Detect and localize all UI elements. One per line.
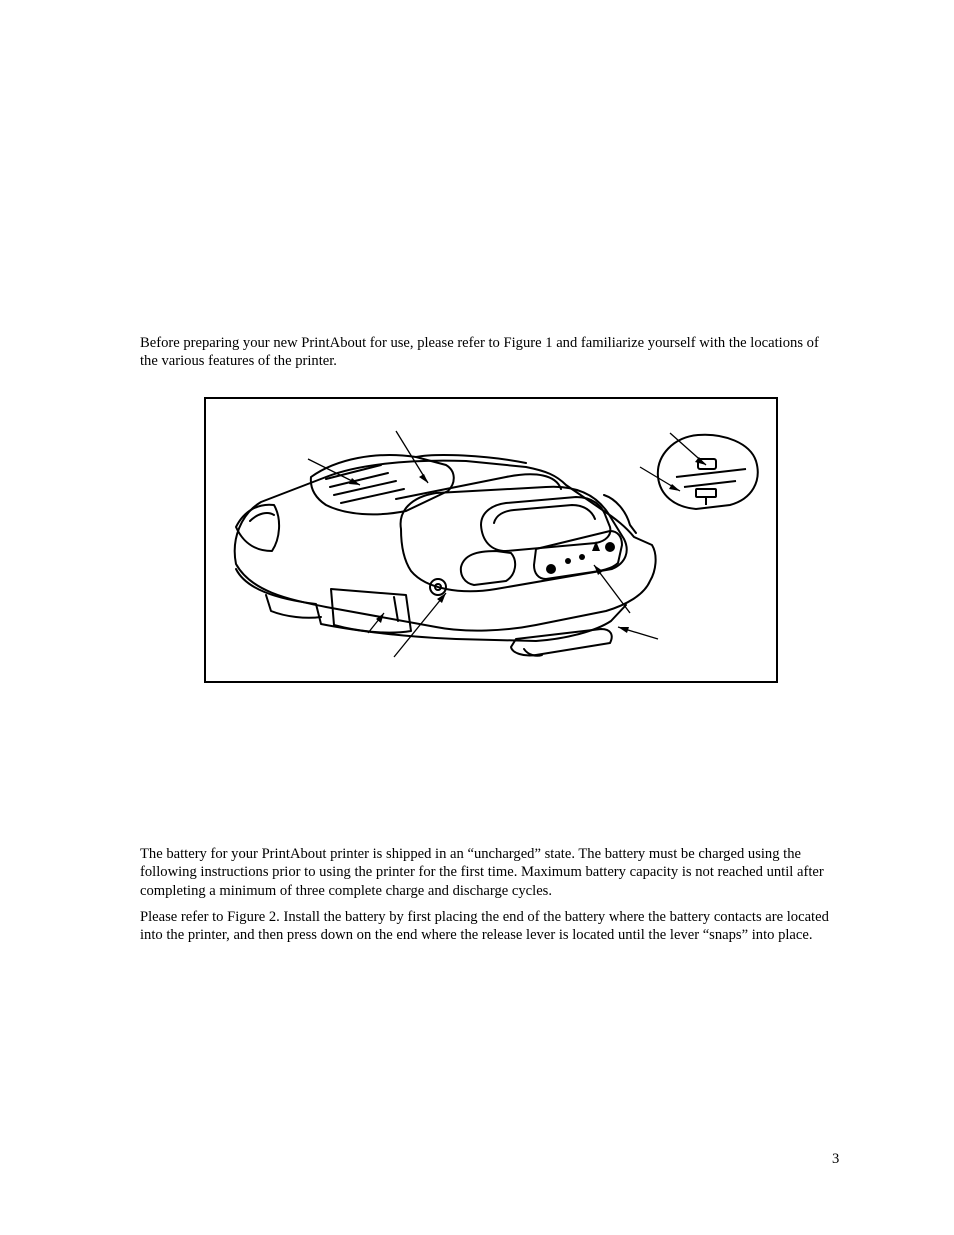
battery-paragraph-1: The battery for your PrintAbout printer is shipped in an “uncharged” state. The battery must be charged using the following instructions prior to using the printer for the first time. Maximum battery capacity is not reached until after completing a minimum of three complete charge and discharge cycles. [140,846,824,899]
printer-base [236,569,626,641]
printer-illustration [206,399,776,681]
intro-paragraph: Before preparing your new PrintAbout for use, please refer to Figure 1 and familiarize yourself with the locations of the various features of the printer. [140,335,819,370]
arrow-port [394,593,446,657]
printer-features-figure [204,397,778,683]
display-window [481,497,610,551]
battery-paragraph-2: Please refer to Figure 2. Install the battery by first placing the end of the battery where the battery contacts are located into the printer, and then press down on the end where the release lever is located until the lever “snaps” into place. [140,909,829,944]
battery-latch-inset [658,435,758,509]
power-button-icon [546,564,556,574]
feed-button-icon [605,542,615,552]
printer-body-outline [235,461,656,631]
page-number: 3 [832,1151,840,1167]
printer-left-cap [236,505,279,551]
